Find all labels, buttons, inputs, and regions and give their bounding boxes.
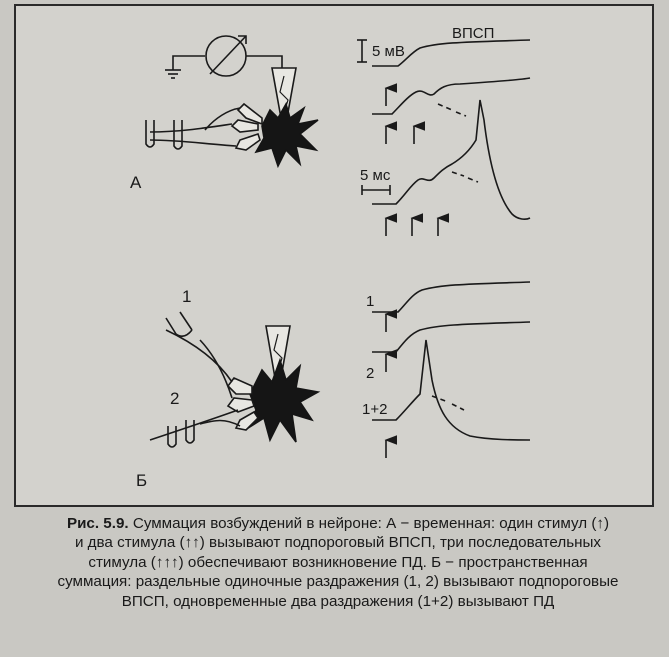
caption-line-5: ВПСП, одновременные два раздражения (1+2) вызывают ПД — [121, 592, 555, 610]
panel-a-schematic — [146, 36, 318, 166]
stimulus-arrows-a — [386, 88, 438, 236]
input-1-label: 1 — [182, 287, 192, 306]
caption-figure-number: Рис. 5.9. — [66, 515, 129, 532]
voltmeter-icon — [206, 36, 246, 76]
time-scale-label: 5 мс — [360, 167, 391, 184]
trace-double-epsp-decay — [438, 104, 466, 116]
trace-label-2: 2 — [366, 365, 375, 382]
panel-b-schematic — [150, 312, 318, 447]
trace-combined-ap — [372, 340, 530, 440]
voltage-scale-label: 5 мВ — [372, 43, 405, 60]
trace-ap-subthreshold — [452, 172, 478, 182]
stimulating-electrode-a — [146, 120, 182, 149]
panel-b-label: Б — [136, 471, 148, 490]
time-scale-bar — [362, 185, 390, 195]
trace-input-1 — [372, 282, 530, 312]
voltage-scale-bar — [357, 40, 367, 62]
panel-a-label: А — [130, 173, 142, 192]
traces-panel-a — [372, 40, 530, 219]
figure-caption — [14, 514, 662, 611]
epsp-title: ВПСП — [452, 25, 495, 42]
synaptic-terminals-a — [232, 104, 262, 150]
ground-icon — [165, 60, 181, 78]
traces-panel-b — [372, 282, 530, 440]
neuron-soma-a — [256, 104, 318, 166]
neuron-soma-b — [248, 360, 318, 442]
trace-double-epsp — [372, 78, 530, 114]
trace-label-1plus2: 1+2 — [362, 401, 388, 418]
trace-action-potential — [372, 100, 530, 219]
caption-line-2: и два стимула (↑↑) вызывают подпороговый ВПСП, три последовательных — [74, 534, 602, 552]
caption-line-4: суммация: раздельные одиночные раздражения (1, 2) вызывают подпороговые — [57, 573, 619, 591]
caption-line-1: Суммация возбуждений в нейроне: А − временная: один стимул (↑) — [128, 515, 610, 532]
input-2-label: 2 — [170, 389, 180, 408]
trace-input-2 — [372, 322, 530, 352]
trace-label-1: 1 — [366, 293, 375, 310]
caption-line-3: стимула (↑↑↑) обеспечивают возникновение ПД. Б − пространственная — [88, 553, 588, 571]
